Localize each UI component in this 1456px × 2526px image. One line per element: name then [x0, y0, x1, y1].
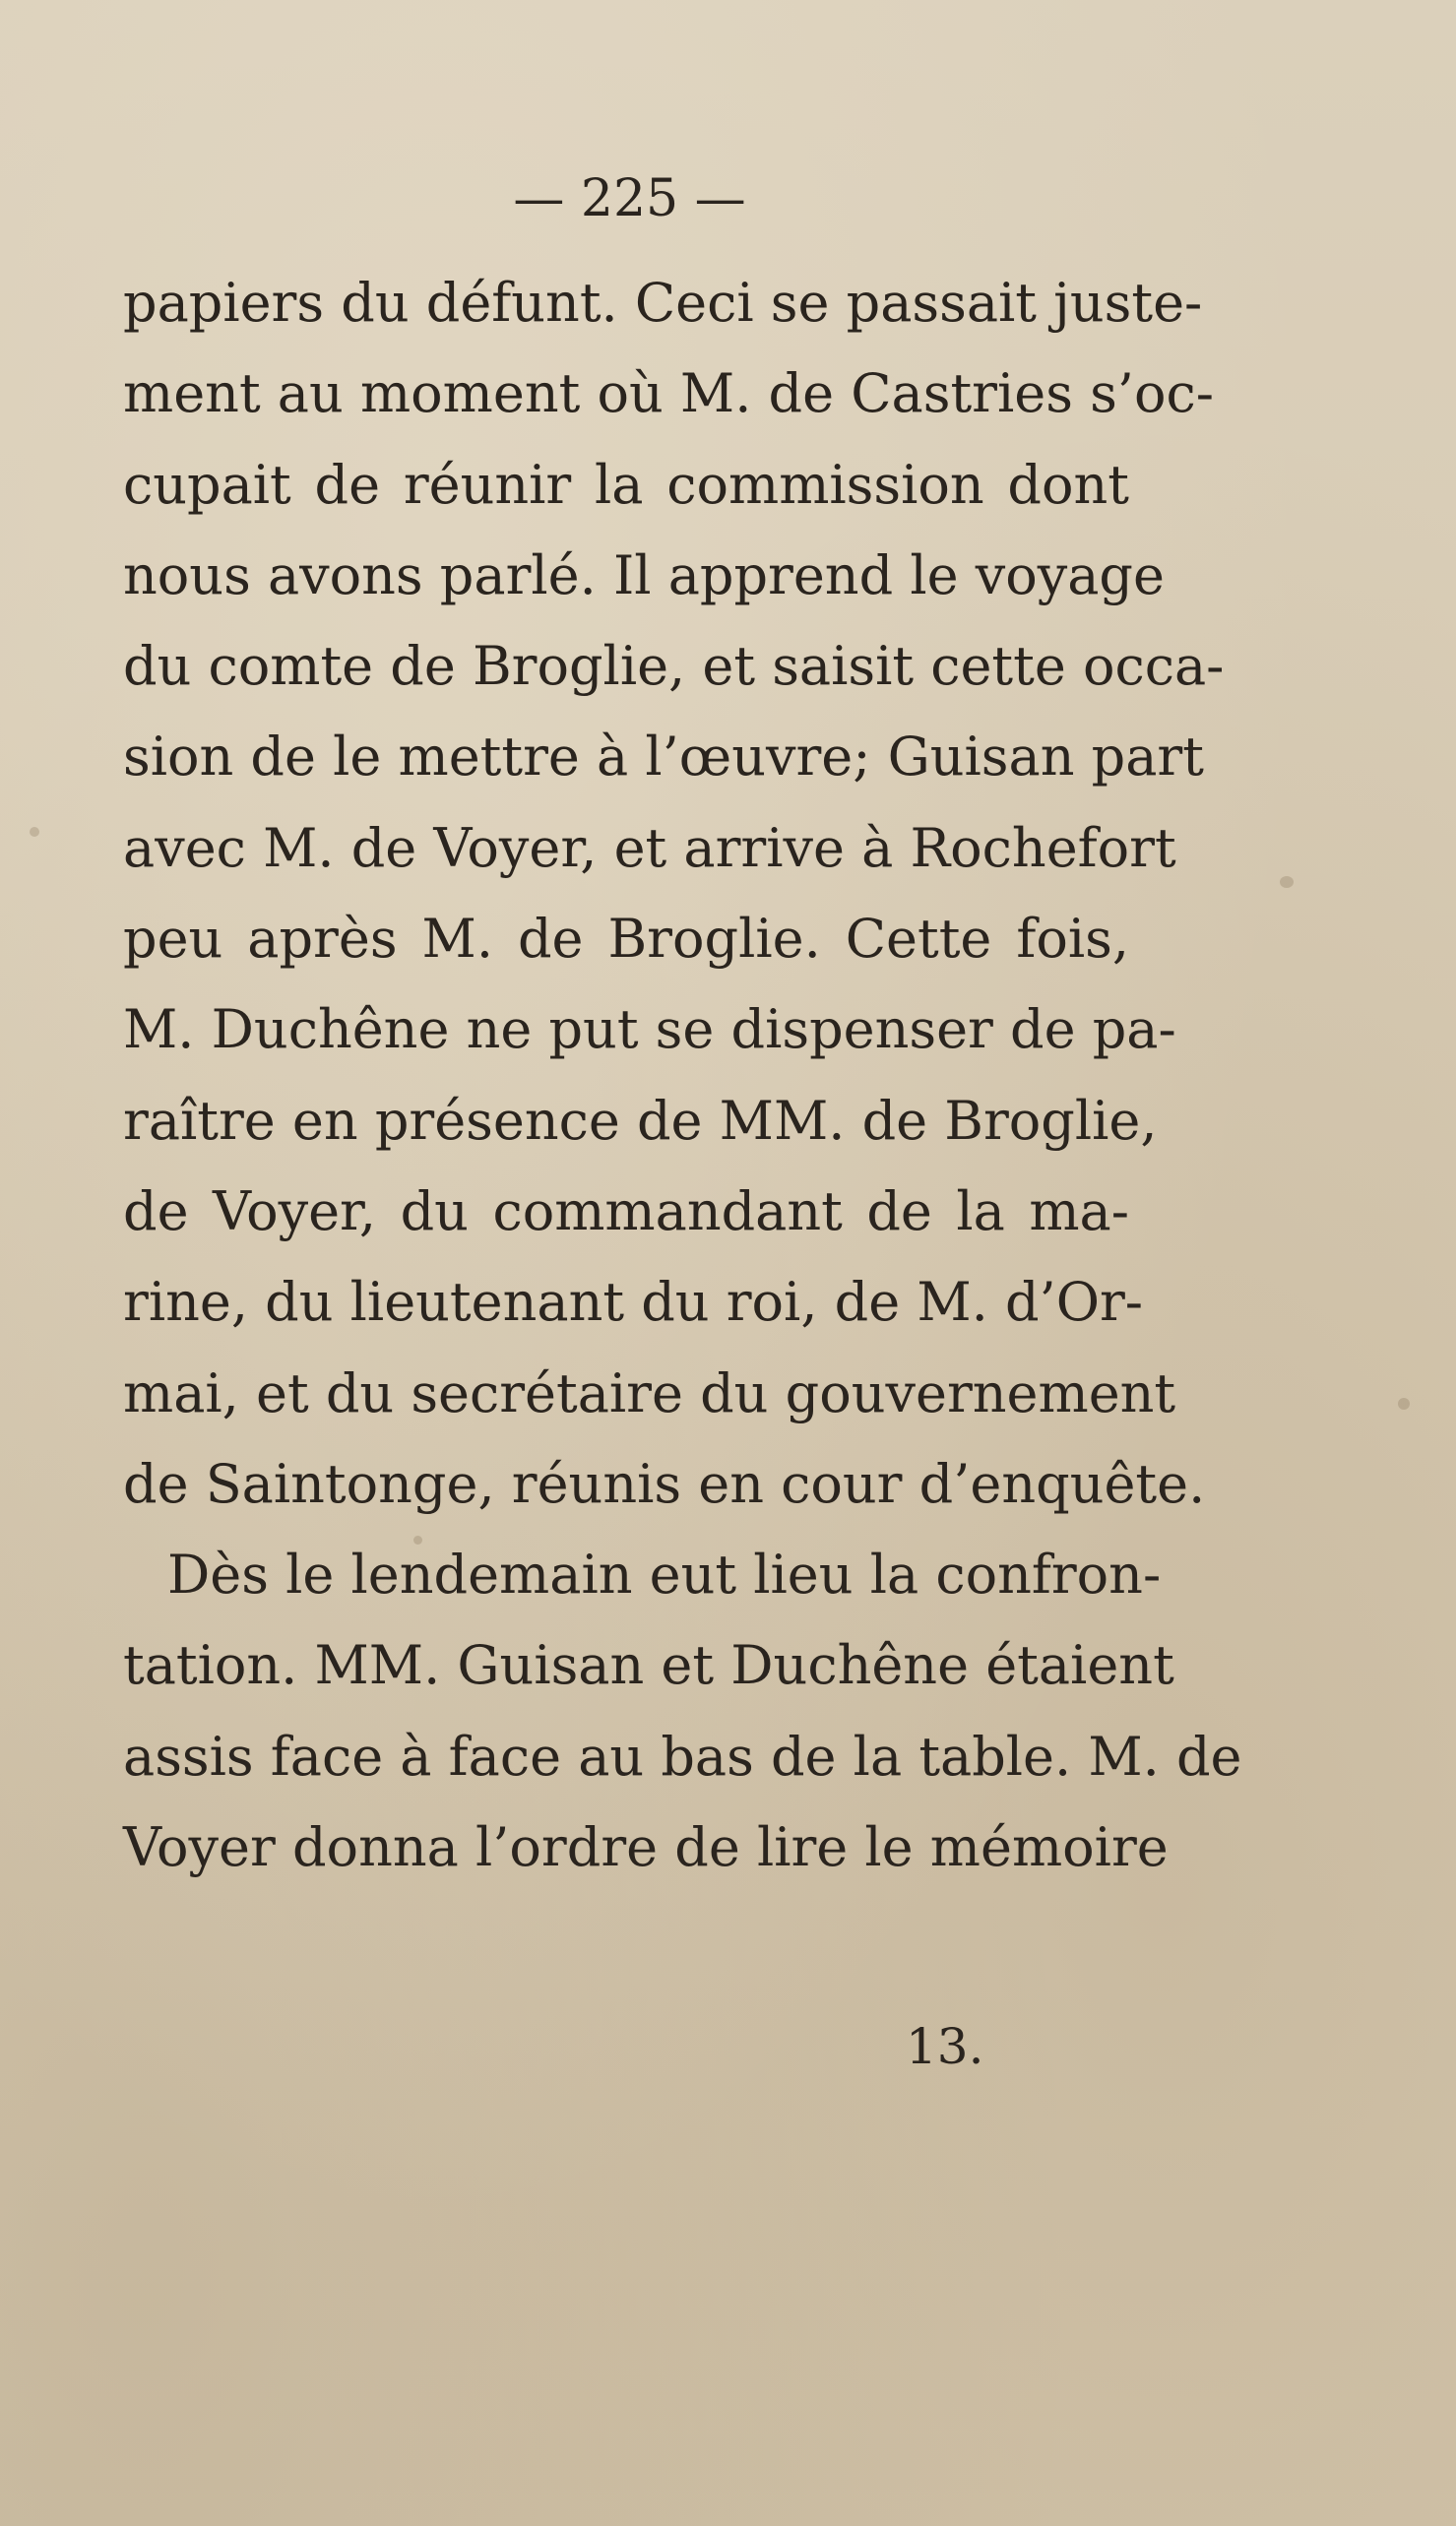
text-line: avec M. de Voyer, et arrive à Rochefort [123, 816, 1176, 879]
text-line: de Voyer, du commandant de la ma- [123, 1179, 1129, 1242]
text-line: mai, et du secrétaire du gouvernement [123, 1361, 1176, 1424]
body-text [123, 258, 1242, 1893]
text-line: rine, du lieutenant du roi, de M. d’Or- [123, 1271, 1144, 1334]
text-line: tation. MM. Guisan et Duchêne étaient [123, 1634, 1174, 1697]
text-line: assis face à face au bas de la table. M. de [123, 1725, 1242, 1788]
text-line: M. Duchêne ne put se dispenser de pa- [123, 998, 1176, 1061]
text-line: peu après M. de Broglie. Cette fois, [123, 908, 1129, 971]
signature-mark: 13. [906, 2018, 984, 2075]
text-line: papiers du défunt. Ceci se passait juste- [123, 272, 1203, 334]
paper-speck [1280, 876, 1294, 888]
text-line: sion de le mettre à l’œuvre; Guisan part [123, 726, 1204, 789]
text-line: Dès le lendemain eut lieu la confron- [167, 1544, 1162, 1607]
page-number: — 225 — [513, 169, 746, 228]
text-line: du comte de Broglie, et saisit cette occa- [123, 635, 1225, 698]
text-line: Voyer donna l’ordre de lire le mémoire [123, 1816, 1169, 1879]
text-line: ment au moment où M. de Castries s’oc- [123, 362, 1214, 425]
paper-speck [30, 827, 39, 837]
paper-speck [1398, 1398, 1410, 1410]
text-line: nous avons parlé. Il apprend le voyage [123, 543, 1165, 606]
text-line: raître en présence de MM. de Broglie, [123, 1089, 1158, 1152]
text-line: cupait de réunir la commission dont [123, 453, 1129, 516]
text-line: de Saintonge, réunis en cour d’enquête. [123, 1452, 1206, 1515]
